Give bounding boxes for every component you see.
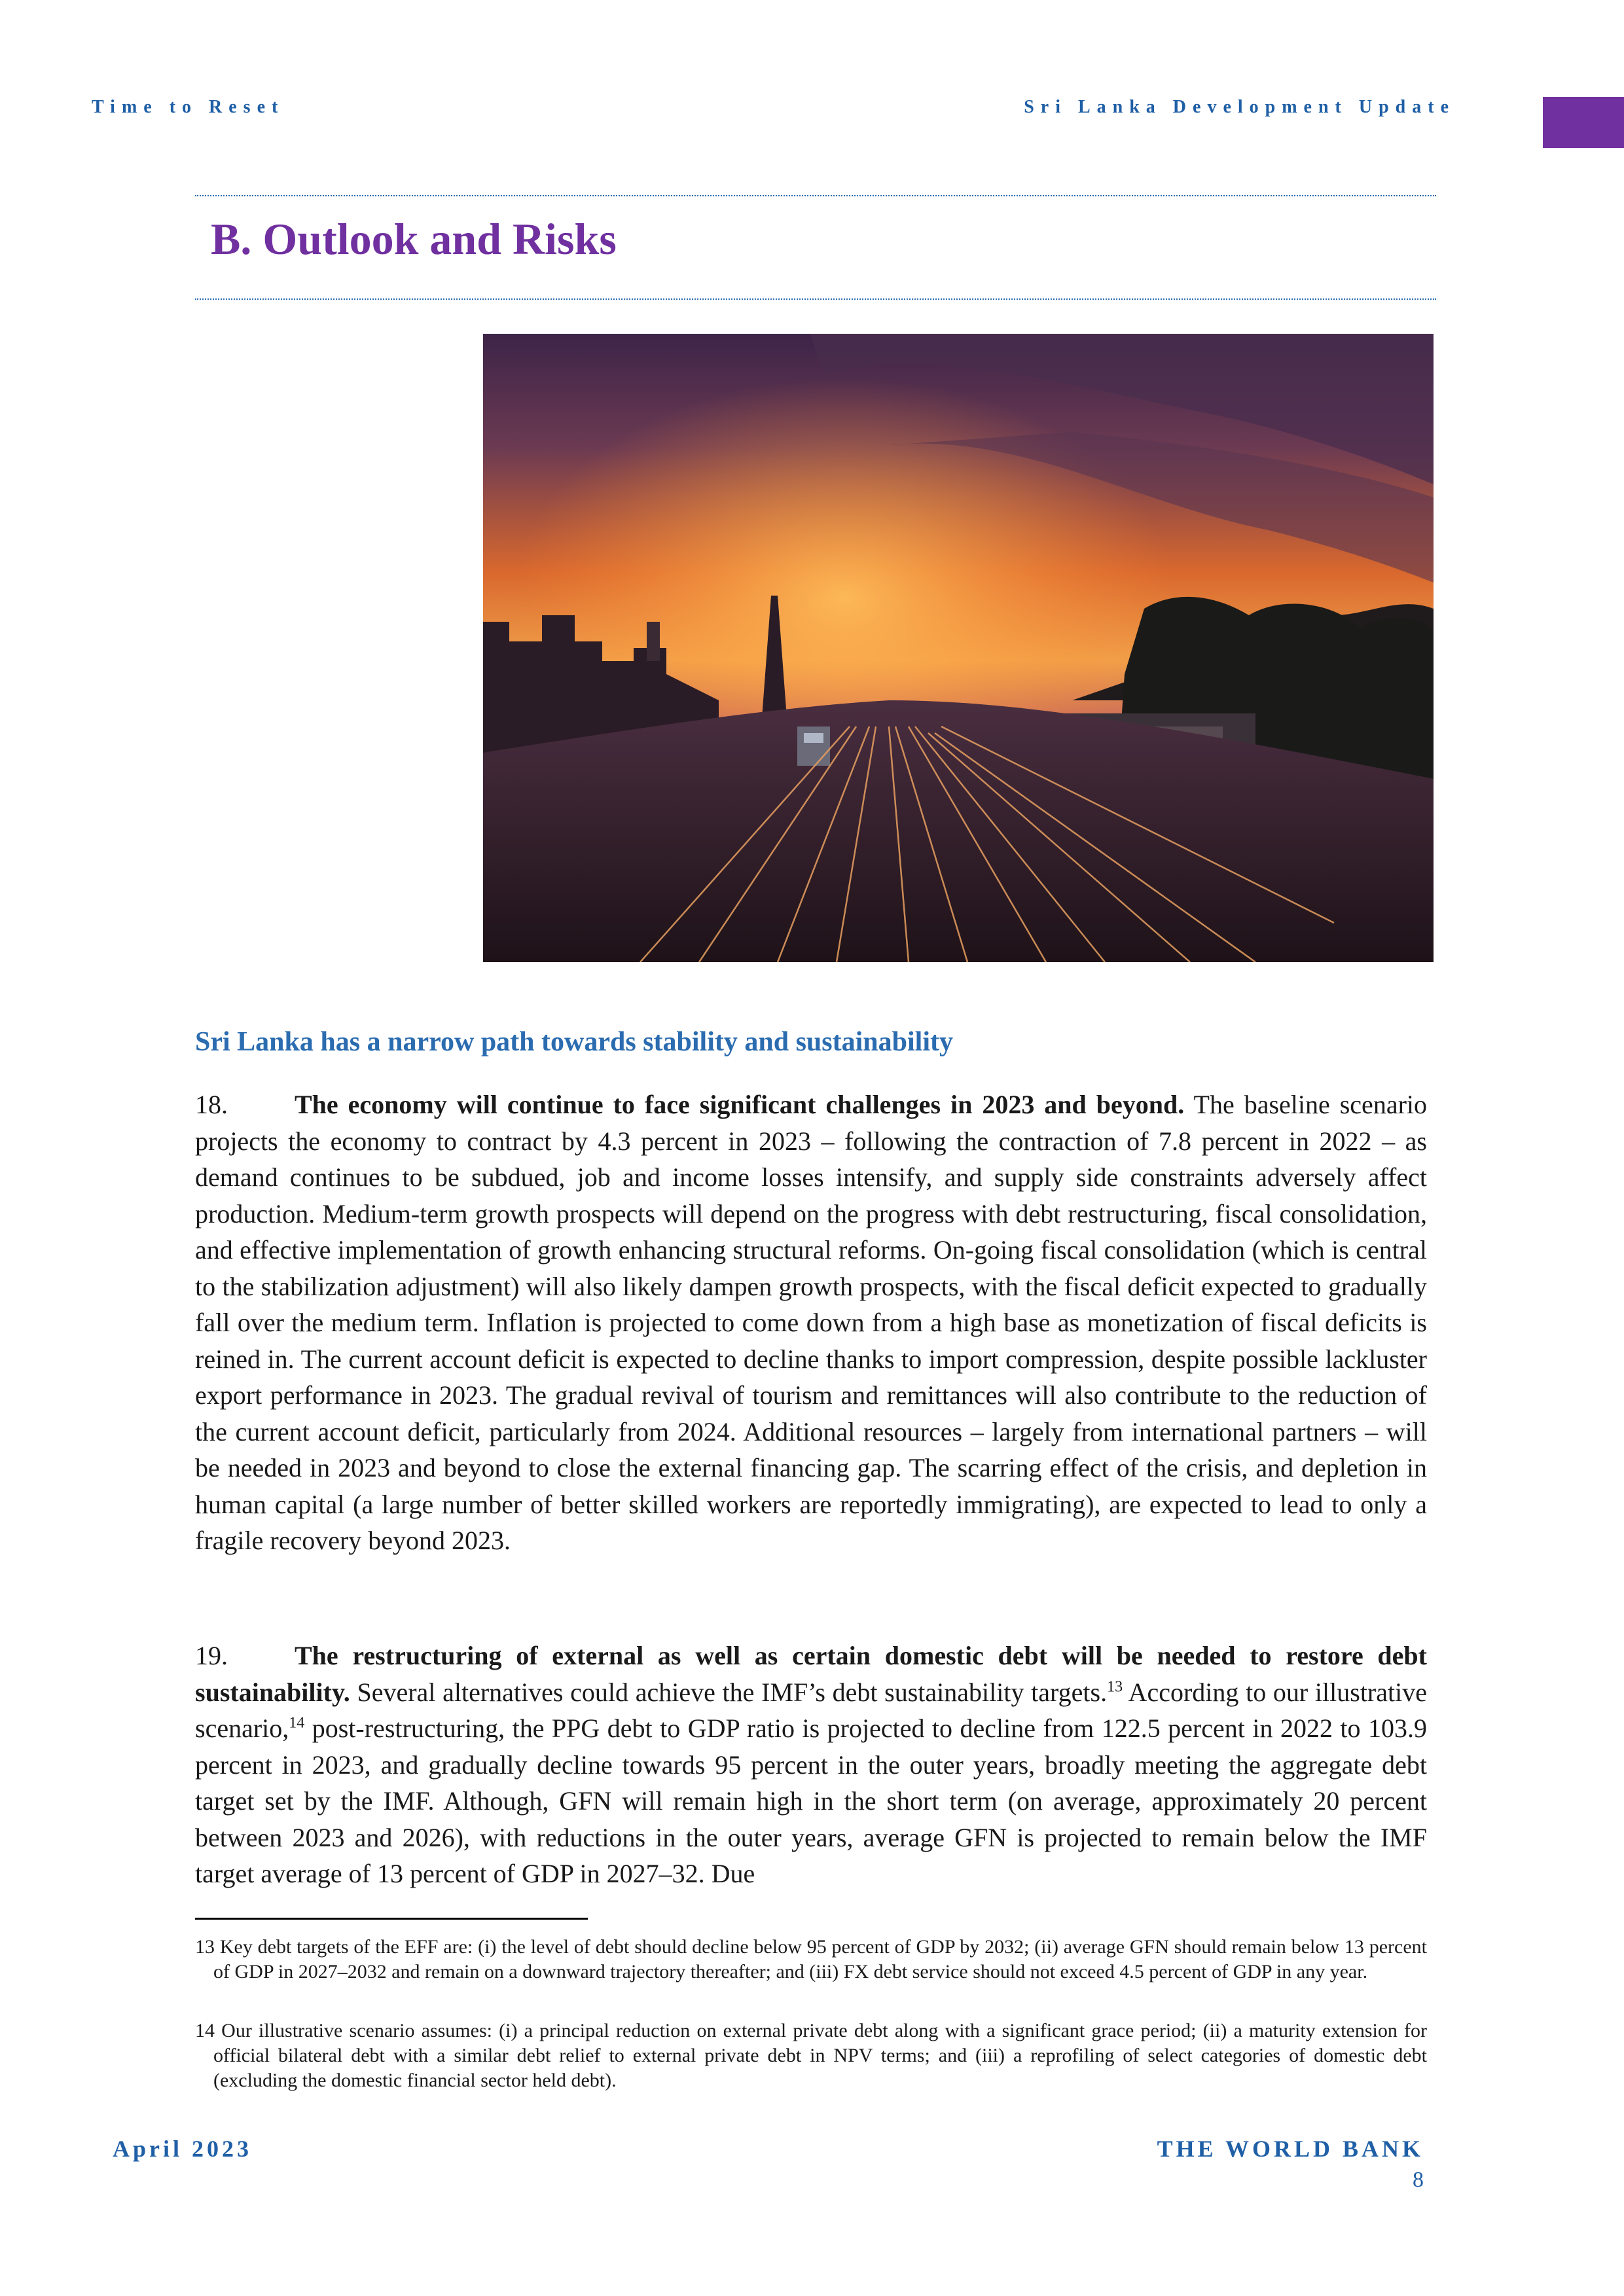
railway-sunset-photo	[483, 334, 1434, 962]
header-series-title: Sri Lanka Development Update	[1024, 97, 1455, 117]
divider-bottom	[195, 298, 1436, 300]
page-number: 8	[1413, 2168, 1424, 2192]
paragraph-number: 18.	[195, 1090, 228, 1119]
paragraph-18	[195, 1086, 1427, 1559]
paragraph-19	[195, 1638, 1427, 1892]
section-tab-marker	[1543, 97, 1624, 148]
paragraph-body: post-restructuring, the PPG debt to GDP ratio is projected to decline from 122.5 percent in 2022 to 103.9 percent in 2023, and gradually decline towards 95 percent in the outer years, broadly meeting the aggregate debt target set by the IMF. Although, GFN will remain high in the short term (on average, approximately 20 percent between 2023 and 2026), with reductions in the outer years, average GFN is projected to remain below the IMF target average of 13 percent of GDP in 2027–32. Due	[195, 1713, 1427, 1888]
paragraph-lead: The economy will continue to face significant challenges in 2023 and beyond.	[295, 1090, 1185, 1119]
footnote-separator	[195, 1918, 588, 1920]
paragraph-lead: The restructuring of external as well as certain domestic debt will be needed to restore debt sustainability.	[195, 1641, 1427, 1707]
header-report-title: Time to Reset	[92, 97, 285, 117]
subsection-heading: Sri Lanka has a narrow path towards stability and sustainability	[195, 1027, 953, 1057]
footnote-ref-14[interactable]: 14	[289, 1714, 305, 1732]
footnote-13: 13 Key debt targets of the EFF are: (i) the level of debt should decline below 95 percent of GDP by 2032; (ii) average GFN should remain below 13 percent of GDP in 2027–2032 and remain on a downward trajectory thereafter; and (iii) FX debt service should not exceed 4.5 percent of GDP in any year.	[195, 1936, 1427, 1982]
footnote-ref-13[interactable]: 13	[1107, 1678, 1123, 1696]
footer-publisher: THE WORLD BANK	[1157, 2136, 1424, 2162]
footnote-14: 14 Our illustrative scenario assumes: (i) a principal reduction on external private debt along with a significant grace period; (ii) a maturity extension for official bilateral debt with a similar debt relief to external private debt in NPV terms; and (iii) a reprofiling of select categories of domestic debt (excluding the domestic financial sector held debt).	[195, 2020, 1427, 2091]
paragraph-number: 19.	[195, 1641, 228, 1670]
footer-date: April 2023	[113, 2136, 253, 2162]
paragraph-body: According to our illustrative scenario,	[195, 1677, 1427, 1743]
paragraph-body: The baseline scenario projects the economy to contract by 4.3 percent in 2023 – following the contraction of 7.8 percent in 2022 – as demand continues to be subdued, job and income losses intensify, and supply side constraints adversely affect production. Medium-term growth prospects will depend on the progress with debt restructuring, fiscal consolidation, and effective implementation of growth enhancing structural reforms. On-going fiscal consolidation (which is central to the stabilization adjustment) will also likely dampen growth prospects, with the fiscal deficit expected to gradually fall over the medium term. Inflation is projected to come down from a high base as monetization of fiscal deficits is reined in. The current account deficit is expected to decline thanks to import compression, despite possible lackluster export performance in 2023. The gradual revival of tourism and remittances will also contribute to the reduction of the current account deficit, particularly from 2024. Additional resources – largely from international partners – will be needed in 2023 and beyond to close the external financing gap. The scarring effect of the crisis, and depletion in human capital (a large number of better skilled workers are reportedly immigrating), are expected to lead to only a fragile recovery beyond 2023.	[195, 1090, 1428, 1555]
divider-top	[195, 195, 1436, 196]
section-title: B. Outlook and Risks	[211, 214, 617, 264]
paragraph-body: Several alternatives could achieve the IMF’s debt sustainability targets.	[350, 1677, 1108, 1707]
